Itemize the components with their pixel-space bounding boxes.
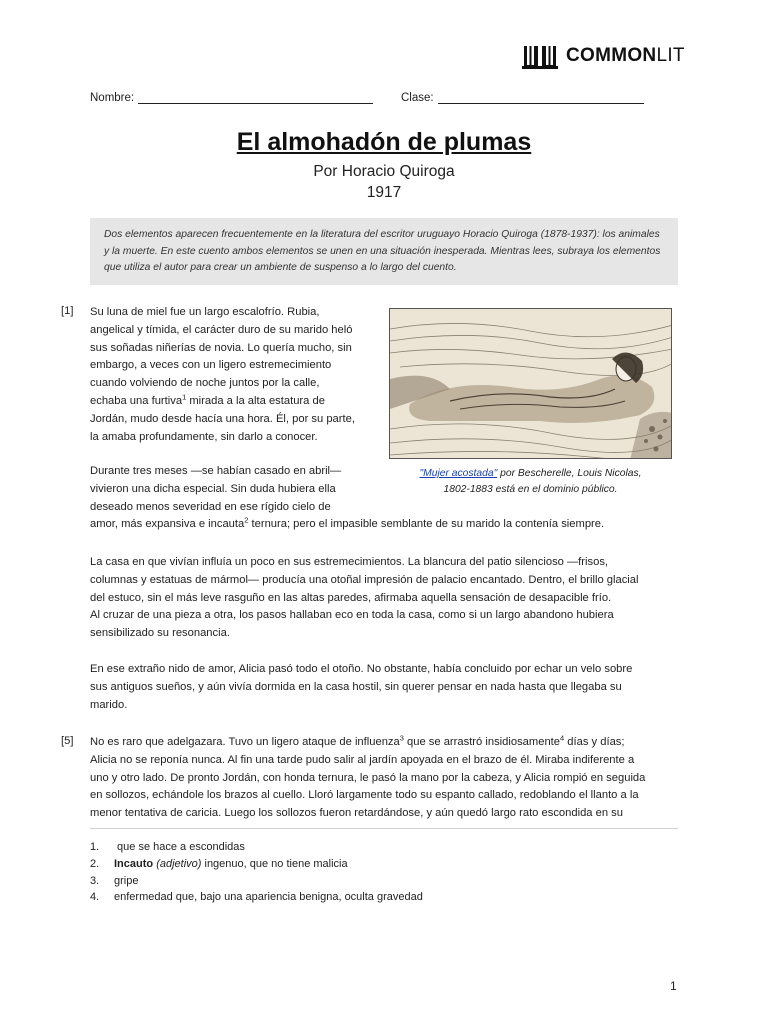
paragraph-number: [5] <box>61 735 74 747</box>
text-line: marido. <box>90 698 128 711</box>
text-line: echaba una furtiva$^1$ mirada a la alta estatura de <box>90 392 325 407</box>
caption-link[interactable]: "Mujer acostada" <box>419 468 498 479</box>
text-line: deseado menos severidad en ese rígido cielo de <box>90 500 331 513</box>
text-line: menor tentativa de caricia. Luego los sollozos fueron retardándose, y aún quedó largo rato escondida en su <box>90 807 623 820</box>
class-field[interactable] <box>401 90 644 104</box>
name-label: Nombre: <box>90 92 135 104</box>
caption-license: 1802-1883 está en el dominio público. <box>443 483 618 495</box>
text-line: Su luna de miel fue un largo escalofrío. Rubia, <box>90 306 320 318</box>
text-line: la amaba profundamente, sin darlo a conocer. <box>90 430 318 443</box>
footnote-ref[interactable]: 3 <box>399 733 404 743</box>
page-title: El almohadón de plumas <box>236 128 532 156</box>
footnote-item: 3. gripe <box>90 874 139 887</box>
name-line[interactable] <box>138 90 373 104</box>
footnotes <box>90 839 423 906</box>
year: 1917 <box>366 184 402 201</box>
footnote-ref[interactable]: 1 <box>182 392 187 402</box>
text-line: Al cruzar de una pieza a otra, los pasos hallaban eco en toda la casa, como si un largo abandono hubiera <box>90 609 614 622</box>
paragraph-4 <box>90 661 680 714</box>
text-line: vivieron una dicha especial. Sin duda hubiera ella <box>90 482 336 495</box>
logo-text-light: LIT <box>656 45 685 66</box>
paragraph-number: [1] <box>61 305 74 317</box>
text-line: Jordán, mudo desde hacía una hora. Él, por su parte, <box>90 412 355 425</box>
class-line[interactable] <box>438 90 644 104</box>
text-line: En ese extraño nido de amor, Alicia pasó todo el otoño. No obstante, había concluido por echar un velo sobre <box>90 663 633 675</box>
text-line: No es raro que adelgazara. Tuvo un ligero ataque de influenza$^3$ que se arrastró insidiosamente$^4$ días y días; <box>90 733 625 748</box>
text-line: columnas y estatuas de mármol— producía una otoñal impresión de palacio encantado. Dentro, el brillo glacial <box>90 573 639 586</box>
paragraph-3 <box>90 554 680 643</box>
commonlit-logo <box>522 42 685 70</box>
image-caption <box>389 466 672 497</box>
text-line: en sollozos, echándole los brazos al cuello. Lloró largamente todo su espanto callado, redoblando el llanto a la <box>90 789 639 802</box>
text-line: sus antiguos sueños, y aún vivía dormida en la casa hostil, sin querer pensar en nada hasta que llegaba su <box>90 680 622 693</box>
page-number: 1 <box>670 979 677 993</box>
text-line: Alicia no se reponía nunca. Al fin una tarde pudo salir al jardín apoyada en el brazo de él. Miraba indiferente a <box>90 753 635 766</box>
text-line: La casa en que vivían influía un poco en sus estremecimientos. La blancura del patio silencioso —frisos, <box>90 556 609 568</box>
paragraph-1 <box>90 304 385 446</box>
text-line: del estuco, sin el más leve rasguño en las altas paredes, afirmaba aquella sensación de desapacible frío. <box>90 591 612 604</box>
text-line: cuando volviendo de noche juntos por la calle, <box>90 377 320 390</box>
footnote-item: 1. que se hace a escondidas <box>90 841 245 853</box>
class-label: Clase: <box>401 92 434 104</box>
name-field[interactable] <box>90 90 373 104</box>
text-line: Durante tres meses —se habían casado en abril— <box>90 465 342 477</box>
footnote-divider <box>90 828 678 829</box>
illustration-woman-lying <box>389 308 672 459</box>
text-line: embargo, a veces con un ligero estremecimiento <box>90 359 332 372</box>
footnote-item: 4. enfermedad que, bajo una apariencia benigna, oculta gravedad <box>90 891 423 904</box>
caption-credit: por Bescherelle, Louis Nicolas, <box>500 468 642 479</box>
intro-box: Dos elementos aparecen frecuentemente en la literatura del escritor uruguayo Horacio Quiroga (1878-1937): los animales y la muerte. En este cuento ambos elementos se unen en una situación inesperada. Mientras lees, subraya los elementos que utiliza el autor para crear un ambiente de suspenso a lo largo del cuento. <box>90 218 678 285</box>
engraving-image <box>390 309 672 459</box>
text-line: angelical y tímida, el carácter duro de su marido heló <box>90 323 353 336</box>
logo-text-bold: COMMON <box>566 45 657 66</box>
text-line: sensibilizado su resonancia. <box>90 627 230 640</box>
paragraph-5 <box>90 734 685 823</box>
footnote-ref[interactable]: 2 <box>244 515 249 525</box>
text-line: amor, más expansiva e incauta$^2$ ternura; pero el impasible semblante de su marido la contenía siempre. <box>90 515 605 531</box>
footnote-item: 2. Incauto (adjetivo) ingenuo, que no tiene malicia <box>90 857 348 870</box>
author: Por Horacio Quiroga <box>313 163 455 180</box>
footnote-ref[interactable]: 4 <box>560 733 565 743</box>
text-line: sus soñadas niñerías de novia. Lo quería mucho, sin <box>90 341 352 354</box>
book-icon <box>522 42 558 70</box>
text-line: uno y otro lado. De pronto Jordán, con honda ternura, le pasó la mano por la cabeza, y Alicia rompió en seguida <box>90 771 646 784</box>
